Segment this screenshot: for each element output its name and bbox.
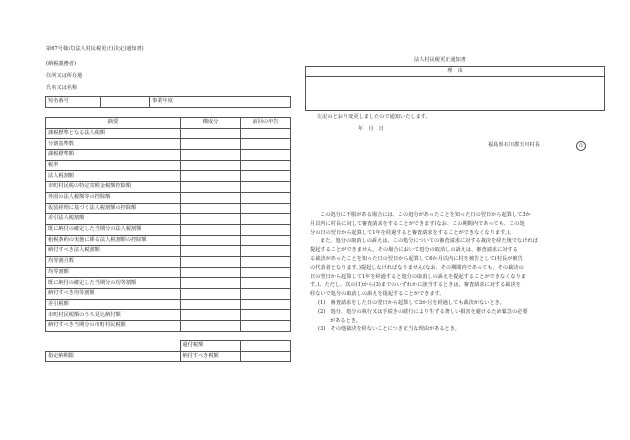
instruction-line: 経ないで処分の取消しの訴えを提起することができます。 [310,291,445,298]
row-label: 市町村民税の特定寄附金税額控除額 [46,182,181,193]
issuer-name: 福島県石川郡玉川村長 [488,142,540,148]
previous-cell[interactable] [241,171,291,182]
previous-cell[interactable] [241,310,291,321]
row-label: 納付すべき当期分の市町村民税額 [46,321,181,332]
row-label: 課税標準額 [46,150,181,161]
header-table [45,96,291,108]
composition-cell[interactable] [181,310,241,321]
instruction-line: 月以内に村長に対して審査請求をすることができます(なお、この期間内であっても、この処 [310,220,525,227]
instruction-line: 日の翌日から起算して1年を経過すると処分の取消しの訴えを提起することができなくなりま [310,273,526,280]
date-label: 年 月 日 [358,126,384,132]
composition-cell[interactable] [181,182,241,193]
table-row [46,139,291,150]
row-label: 納付すべき均等割額 [46,289,181,300]
composition-cell[interactable] [181,203,241,214]
address-label: 住所又は所在地 [46,73,83,79]
account-number-label: 宛名番号 [46,97,101,108]
row-label: 既に納付の確定した当期分の法人税割額 [46,224,181,235]
row-label: 外国の法人税額等の控除額 [46,192,181,203]
composition-cell[interactable] [181,171,241,182]
table-row [46,214,291,225]
table-row [46,278,291,289]
deadline-label: 指定納期限 [46,351,181,362]
instruction-line: があるとき。 [330,317,361,324]
official-seal: 印 [576,141,586,151]
previous-cell[interactable] [241,278,291,289]
instruction-line: 提起することができません。その場合において処分の取消しの訴えは、審査請求に対する [310,247,518,254]
instruction-line: この処分に不服がある場合には、この処分があったことを知った日の翌日から起算して3か [320,212,531,218]
composition-cell[interactable] [181,267,241,278]
row-label: 均等割額 [46,267,181,278]
fiscal-year-value[interactable] [184,97,291,108]
notice-statement: 左記のとおり変更しましたので通知いたします。 [317,114,431,120]
composition-cell[interactable] [181,192,241,203]
table-row [46,256,291,267]
previous-cell[interactable] [241,246,291,257]
instruction-line: (1) 審査請求をした日の翌日から起算して3か月を経過しても裁決がないとき。 [318,300,505,306]
previous-cell[interactable] [241,321,291,332]
previous-cell[interactable] [241,192,291,203]
instruction-line: (3) その他裁決を経ないことにつき正当な理由があるとき。 [318,326,460,333]
payable-value[interactable] [240,351,291,362]
previous-cell[interactable] [241,256,291,267]
table-row [46,203,291,214]
row-label: 税率 [46,160,181,171]
instruction-line: (2) 処分、処分の執行又は手続きの続行により生ずる著しい損害を避けるため緊急の必要 [318,308,528,315]
composition-cell[interactable] [181,128,241,139]
composition-cell[interactable] [181,150,241,161]
table-header-row [46,118,291,129]
table-row [46,321,291,332]
row-label: 課税標準となる法人税額 [46,128,181,139]
table-row [46,171,291,182]
taxpayer-label: (納税義務者) [46,61,76,67]
instruction-line: また、処分の取消しの訴えは、この処分についての審査請求に対する裁決を経た後でなければ [320,238,538,245]
tax-detail-table [45,117,291,332]
table-row [46,224,291,235]
instruction-line: 分の日の翌日から起算して1年を経過すると審査請求をすることができなくなります。)。 [310,229,515,236]
previous-cell[interactable] [241,214,291,225]
row-label: 差引法人税割額 [46,214,181,225]
notice-title: 法人村民税更正通知書 [414,57,466,63]
composition-cell[interactable] [181,256,241,267]
column-header-composition: 構成分 [181,118,241,129]
row-label: 租税条約の実施に係る法人税割額の控除額 [46,235,181,246]
refund-label: 還付税額 [180,341,240,352]
table-row [46,299,291,310]
row-label: 差引税額 [46,299,181,310]
refund-value[interactable] [240,341,291,352]
previous-cell[interactable] [241,235,291,246]
row-label: 仮装経理に基づく法人税割額の控除額 [46,203,181,214]
instruction-line: す。)。ただし、次の(1)から(3)までのいずれかに該当するときは、審査請求に対する裁決を [310,282,521,289]
previous-cell[interactable] [241,160,291,171]
composition-cell[interactable] [181,299,241,310]
payable-label: 納付すべき税額 [180,351,240,362]
reason-label: 理 由 [306,67,604,77]
composition-cell[interactable] [181,224,241,235]
row-label: 市町村民税額のうち見込納付額 [46,310,181,321]
previous-cell[interactable] [241,182,291,193]
table-row [46,128,291,139]
composition-cell[interactable] [181,235,241,246]
account-number-value[interactable] [101,97,150,108]
fiscal-year-label: 事業年度 [150,97,185,108]
row-label: 納付すべき法人税割額 [46,246,181,257]
instruction-line: の代表者となります。)提起しなければなりません(なお、その期間内であっても、その裁決の [310,264,524,271]
instruction-line: る裁決があったことを知った日の翌日から起算して6か月以内に村を被告として(村長が被告 [310,256,523,262]
previous-cell[interactable] [241,203,291,214]
previous-cell[interactable] [241,299,291,310]
table-row [46,267,291,278]
table-row [46,310,291,321]
table-row [46,160,291,171]
name-label: 氏名又は名称 [46,85,78,91]
composition-cell[interactable] [181,321,241,332]
column-header-previous: 前回の申告 [241,118,291,129]
reason-box [305,66,605,111]
row-label: 均等割月数 [46,256,181,267]
table-row [46,235,291,246]
column-header-summary: 摘要 [46,118,181,129]
table-row [46,182,291,193]
composition-cell[interactable] [181,160,241,171]
composition-cell[interactable] [181,246,241,257]
composition-cell[interactable] [181,214,241,225]
previous-cell[interactable] [241,128,291,139]
previous-cell[interactable] [241,289,291,300]
composition-cell[interactable] [181,139,241,150]
table-row [46,289,291,300]
row-label: 既に納付の確定した当期分の均等割額 [46,278,181,289]
row-label: 法人税割額 [46,171,181,182]
table-row [46,192,291,203]
previous-cell[interactable] [241,139,291,150]
table-row [46,150,291,161]
previous-cell[interactable] [241,150,291,161]
composition-cell[interactable] [181,278,241,289]
previous-cell[interactable] [241,267,291,278]
previous-cell[interactable] [241,224,291,235]
row-label: 分割基準数 [46,139,181,150]
table-row [46,246,291,257]
payment-table [45,340,291,362]
form-title: 第67号様式(法人村民税更正(決定)通知書) [46,46,144,52]
composition-cell[interactable] [181,289,241,300]
